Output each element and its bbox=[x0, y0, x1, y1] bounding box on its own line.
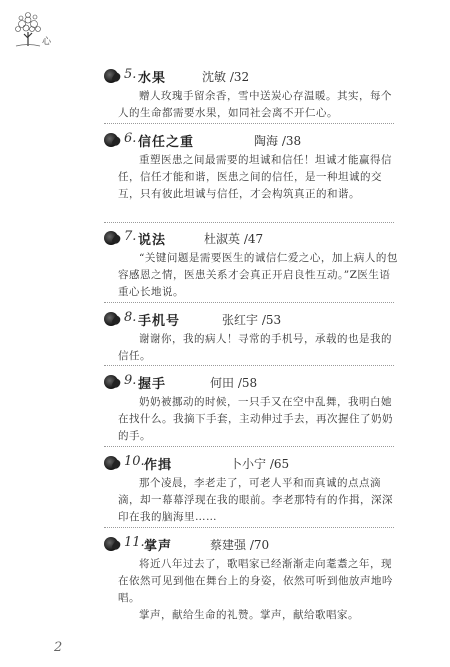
entry-summary: 重塑医患之间最需要的坦诚和信任！坦诚才能赢得信任，信任才能和谐，医患之间的信任，是一种坦诚的交互，只有彼此坦诚与信任，才会构筑真正的和谐。 bbox=[118, 154, 392, 200]
entry-summary: 赠人玫瑰手留余香，雪中送炭心存温暖。其实，每个人的生命都需要水果，如同社会离不开仁心。 bbox=[118, 90, 392, 119]
entry-author-page: 杜淑英 /47 bbox=[204, 232, 264, 246]
entry-number: 8. bbox=[124, 310, 137, 325]
dotted-divider bbox=[104, 123, 394, 124]
bullet-icon bbox=[104, 375, 118, 389]
bullet-icon bbox=[104, 69, 118, 83]
entry-title: 水果 bbox=[138, 71, 167, 86]
entry-author-page: 卜小宁 /65 bbox=[230, 457, 290, 471]
entry-number: 9. bbox=[124, 373, 137, 388]
entry-summary: 那个凌晨，李老走了，可老人平和而真诚的点点滴滴，却一幕幕浮现在我的眼前。李老那特有的作揖，深深印在我的脑海里…… bbox=[118, 477, 393, 523]
entry-author-page: 沈敏 /32 bbox=[202, 70, 250, 84]
entry-title: 信任之重 bbox=[138, 135, 195, 150]
tree-logo-icon bbox=[8, 6, 52, 52]
entry-summary: “关键问题是需要医生的诚信仁爱之心，加上病人的包容感恩之情，医患关系才会真正开启良性互动。”Z医生语重心长地说。 bbox=[118, 252, 398, 298]
bullet-icon bbox=[104, 456, 118, 470]
entry-title: 手机号 bbox=[138, 314, 181, 329]
entry-title: 握手 bbox=[138, 377, 167, 392]
entry-author-page: 蔡建强 /70 bbox=[210, 538, 270, 552]
entry-number: 7. bbox=[124, 229, 137, 244]
entry-author-page: 何田 /58 bbox=[210, 376, 258, 390]
dotted-divider bbox=[104, 302, 394, 303]
dotted-divider bbox=[104, 365, 394, 366]
bullet-icon bbox=[104, 312, 118, 326]
entry-author-page: 张红宇 /53 bbox=[222, 313, 282, 327]
entry-number: 10. bbox=[124, 454, 145, 469]
bullet-icon bbox=[104, 537, 118, 551]
entry-summary: 将近八年过去了，歌唱家已经渐渐走向耄耋之年，现在依然可见到他在舞台上的身姿，依然可听到他放声地吟唱。 掌声，献给生命的礼赞。掌声，献给歌唱家。 bbox=[118, 558, 393, 621]
svg-text:心: 心 bbox=[42, 37, 52, 47]
page-number: 2 bbox=[54, 640, 63, 655]
dotted-divider bbox=[104, 446, 394, 447]
entry-summary: 奶奶被挪动的时候，一只手又在空中乱舞，我明白她在找什么。我摘下手套，主动伸过手去，再次握住了奶奶的手。 bbox=[118, 396, 393, 442]
dotted-divider bbox=[104, 222, 394, 223]
entry-author-page: 陶海 /38 bbox=[254, 134, 302, 148]
entry-title: 说法 bbox=[138, 233, 167, 248]
entry-number: 5. bbox=[124, 67, 137, 82]
entry-number: 11. bbox=[124, 535, 145, 550]
dotted-divider bbox=[104, 527, 394, 528]
bullet-icon bbox=[104, 133, 118, 147]
entry-title: 作揖 bbox=[144, 458, 173, 473]
bullet-icon bbox=[104, 231, 118, 245]
entry-title: 掌声 bbox=[144, 539, 173, 554]
entry-number: 6. bbox=[124, 131, 137, 146]
entry-summary: 谢谢你，我的病人！寻常的手机号，承载的也是我的信任。 bbox=[118, 333, 392, 362]
